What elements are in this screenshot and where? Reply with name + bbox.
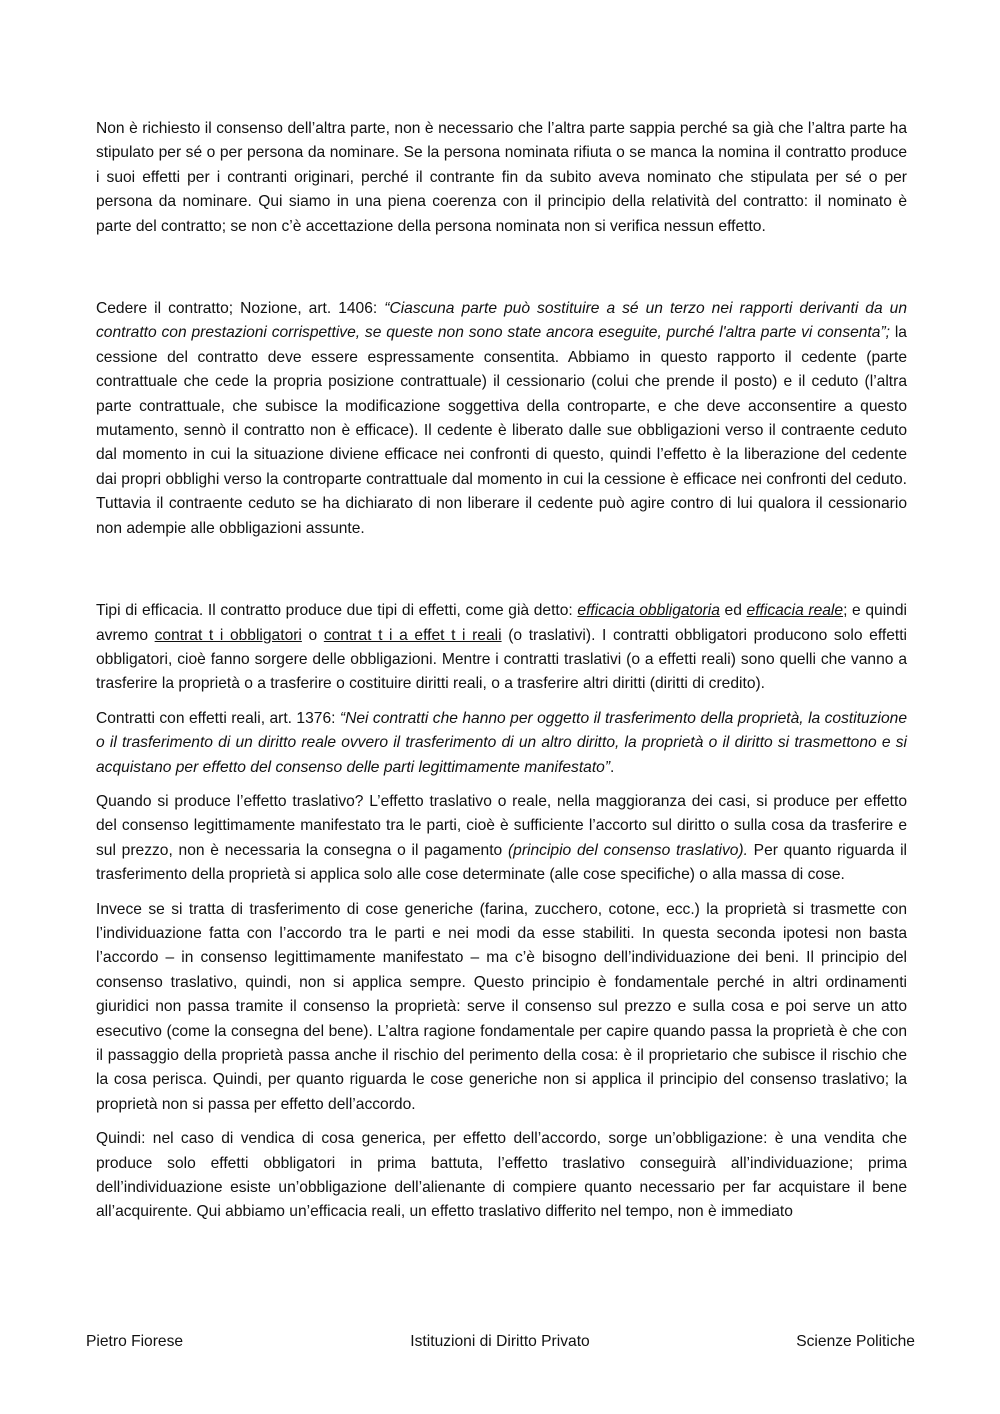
footer-faculty: Scienze Politiche xyxy=(796,1333,915,1350)
paragraph-text: . xyxy=(610,758,615,776)
article-1376-quote: “Nei contratti che hanno per oggetto il trasferimento della proprietà, la costituzione o il trasferimento di un diritto reale ovvero il trasferimento di un altro diritto, la proprietà o il diritto si trasmettono e si acquistano per effetto del consenso delle parti legittimamente manifestato” xyxy=(96,709,907,776)
footer-course: Istituzioni di Diritto Privato xyxy=(410,1333,590,1350)
paragraph-contratti-effetti-reali xyxy=(96,707,907,780)
paragraph-cose-generiche: Invece se si tratta di trasferimento di cose generiche (farina, zucchero, cotone, ecc.) la proprietà si trasmette con l’individuazione fatta con l’accordo tra le parti e nei modi da esse stabiliti. In questa seconda ipotesi non basta l’accordo – in consenso legittimamente manifestato – ma c’è bisogno dell’individuazione dei beni. Il principio del consenso traslativo, quindi, non si applica sempre. Questo principio è fondamentale perché in altri ordinamenti giuridici non passa tramite il consenso la proprietà: serve il consenso sul prezzo e sulla cosa e poi serve un atto esecutivo (come la consegna del bene). L’altra ragione fondamentale per capire quando passa la proprietà è che con il passaggio della proprietà passa anche il rischio del perimento della cosa: è il proprietario che subisce il rischio che la cosa perisca. Quindi, per quanto riguarda le cose generiche non si applica il principio del consenso traslativo; la proprietà non si passa per effetto dell’accordo. xyxy=(96,900,907,1113)
paragraph-text: Per quanto riguarda il trasferimento della proprietà si applica solo alle cose determinate (alle cose specifiche) o alla massa di cose. xyxy=(96,841,907,884)
page-footer xyxy=(0,1333,1000,1357)
footer-author: Pietro Fiorese xyxy=(86,1333,184,1350)
document-body xyxy=(96,117,907,1235)
paragraph-lead: Cedere il contratto; Nozione, art. 1406: xyxy=(96,300,385,318)
paragraph-cessione-contratto xyxy=(96,297,907,541)
paragraph-persona-da-nominare: Non è richiesto il consenso dell’altra parte, non è necessario che l’altra parte sappia perché sa già che l’altra parte ha stipulato per sé o per persona da nominare. Se la persona nominata rifiuta o se manca la nomina il contratto produce i suoi effetti per i contranti originari, perché il contrante fin da subito aveva nominato che stipulata per sé o per persona da nominare. Qui siamo in una piena coerenza con il principio della relatività del contratto: il nominato è parte del contratto; se non c’è accettazione della persona nominata non si verifica nessun effetto. xyxy=(96,120,907,235)
paragraph-tipi-di-efficacia xyxy=(96,599,907,697)
paragraph-text: ed xyxy=(719,602,747,620)
paragraph-text: (o traslativi). I contratti obbligatori producono solo effetti obbligatori, cioè fanno sorgere delle obbligazioni. Mentre i contratti traslativi (o a effetti reali) sono quelli che vanno a trasferire la proprietà o a trasferire o costituire diritti reali, o a trasferire altri diritti (diritti di credito). xyxy=(96,626,908,693)
paragraph-text: la cessione del contratto deve essere espressamente consentita. Abbiamo in questo rapporto il cedente (parte contrattuale che cede la propria posizione contrattuale) il cessionario (colui che prende il posto) e il ceduto (l’altra parte contrattuale, che subisce la modificazione soggettiva della controparte, e che deve acconsentire a questo mutamento, sennò il contratto non è efficace). Il cedente è liberato dalle sue obbligazioni verso il contraente ceduto dal momento in cui la situazione diviene efficace nei confronti di questo, quindi l’effetto è la liberazione del cedente dai propri obblighi verso la controparte contrattuale dal momento in cui la cessione è efficace nei confronti del ceduto. Tuttavia il contraente ceduto se ha dichiarato di non liberare il cedente può agire contro di lui qualora il cessionario non adempie alle obbligazioni assunte. xyxy=(96,324,907,537)
paragraph-vendita-cosa-generica: Quindi: nel caso di vendica di cosa generica, per effetto dell’accordo, sorge un’obbligazione: è una vendita che produce solo effetti obbligatori in prima battuta, l’effetto traslativo conseguirà all’individuazione; prima dell’individuazione esiste un’obbligazione dell’alienante di compiere quanto necessario per far acquistare il bene all’acquirente. Qui abbiamo un’efficacia reali, un effetto traslativo differito nel tempo, non è immediato xyxy=(96,1130,907,1221)
paragraph-text: o xyxy=(301,626,324,644)
term-contratti-effetti-reali: contrat t i a effet t i reali xyxy=(323,626,502,644)
term-efficacia-obbligatoria: efficacia obbligatoria xyxy=(577,602,720,620)
paragraph-lead: Contratti con effetti reali, art. 1376: xyxy=(96,709,340,727)
paragraph-text: Quando si produce l’effetto traslativo? L’effetto traslativo o reale, nella maggioranza dei casi, si produce per effetto del consenso legittimamente manifestato tra le parti, cioè è sufficiente l’accorto sul diritto o sulla cosa da trasferire e sul prezzo, non è necessaria la consegna o il pagamento xyxy=(96,792,907,859)
article-1406-quote: “Ciascuna parte può sostituire a sé un terzo nei rapporti derivanti da un contratto con prestazioni corrispettive, se queste non sono state ancora eseguite, purché l'altra parte vi consenta”; xyxy=(96,300,907,342)
paragraph-text: Tipi di efficacia. Il contratto produce due tipi di effetti, come già detto: xyxy=(96,602,578,620)
principle-consenso-traslativo: (principio del consenso traslativo). xyxy=(507,841,748,859)
term-efficacia-reale: efficacia reale xyxy=(746,602,844,620)
term-contratti-obbligatori: contrat t i obbligatori xyxy=(154,626,302,644)
paragraph-text: ; e quindi avremo xyxy=(96,602,907,644)
paragraph-effetto-traslativo xyxy=(96,790,907,888)
